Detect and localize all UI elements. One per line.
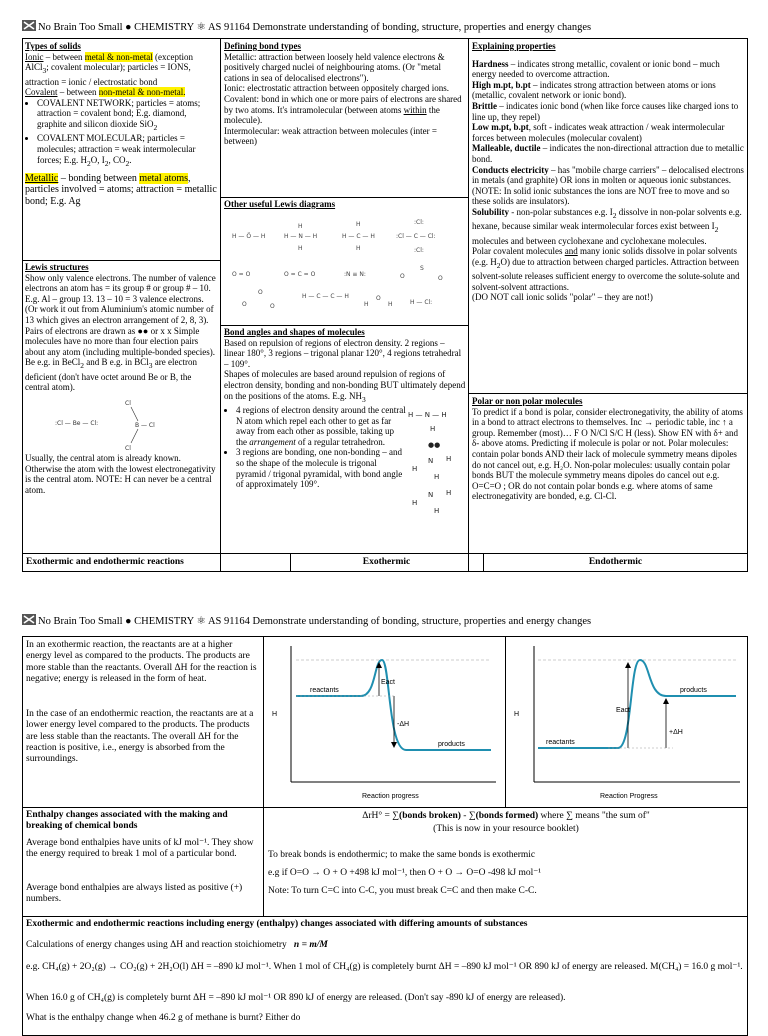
svg-text:H: H xyxy=(434,506,440,515)
exothermic-profile-chart xyxy=(266,640,502,806)
defining-intermolecular: Intermolecular: weak attraction between molecules (inter = between) xyxy=(224,125,437,147)
lewis-title: Lewis structures xyxy=(25,262,89,272)
endothermic-profile-chart xyxy=(508,640,746,806)
hardness-text: – indicates strong metallic, covalent or ionic bond – much energy needed to overcome attraction. xyxy=(472,58,720,80)
chart1-reactants: reactants xyxy=(310,687,339,694)
mol-b: O, I xyxy=(90,154,105,165)
conducts-text: – has "mobile charge carriers" – delocalised electrons in metals (and graphite) OR ions in molten or aqueous ionic substances. (NOTE: In solid ionic substances the ions are NOT free to move and so these solids are insulators). xyxy=(472,164,744,207)
net-text: COVALENT NETWORK; particles = atoms; attraction = covalent bond; E.g. diamond, graphite and silicon dioxide SiO xyxy=(37,97,201,129)
high-title: High m.pt, b.pt xyxy=(472,79,531,90)
exothermic-text: In an exothermic reaction, the reactants are at a higher energy level as compared to the products. The products are more stable than the reactants. Overall ΔH for the reaction is negative; energy is released in the form of heat. xyxy=(26,640,257,684)
explaining-properties xyxy=(472,41,746,392)
subject-2: CHEMISTRY xyxy=(134,616,194,627)
svg-text::N ≡ N:: :N ≡ N: xyxy=(344,270,366,278)
enthalpy-p1: Average bond enthalpies have units of kJ mol⁻¹. They show the energy required to break 1 mol of a particular bond. xyxy=(26,838,254,860)
pairs-c: are electron deficient (don't have octet around Be or B, the central atom). xyxy=(25,357,197,393)
explaining-title: Explaining properties xyxy=(472,41,556,51)
page-header xyxy=(22,20,591,33)
mol-sub2: 2 xyxy=(104,158,109,168)
svg-text:O: O xyxy=(242,300,247,308)
break-text: To break bonds is endothermic; to make the same bonds is exothermic xyxy=(268,850,536,860)
mol-c: , CO xyxy=(108,154,126,165)
angles-text: Based on repulsion of regions of electron density. 2 regions – linear 180°, 3 regions – trigonal planar 120°, 4 regions tetrahedral – 109°. xyxy=(224,337,462,369)
chart1-dh: -ΔH xyxy=(397,721,410,728)
svg-text:O: O xyxy=(270,302,275,310)
chart2-y-label: H xyxy=(514,711,520,718)
chart2-xlabel: Reaction Progress xyxy=(600,793,658,800)
eg-text: e.g if O=O → O + O +498 kJ mol⁻¹, then O + O → O=O -498 kJ mol⁻¹ xyxy=(268,868,542,878)
b2: 3 regions are bonding, one non-bonding – and so the shape of the molecule is trigonal pyramid / trigonal pyramidal, with bond angle of approximately 109°. xyxy=(236,447,403,490)
formula-e: where ∑ means "the sum of" xyxy=(538,811,650,821)
polar-molecules xyxy=(472,396,746,552)
chart2-reactants: reactants xyxy=(546,739,575,746)
pairs-b: and B e.g. in BCl xyxy=(84,357,149,368)
ionic-label: Ionic xyxy=(25,51,44,62)
mol-sub1: 2 xyxy=(86,158,91,168)
polarity-text: To predict if a bond is polar, consider electronegativity, the ability of atoms in a bond to attract electrons to themselves. Inc → periodic table, inc ↑ a group. Remember (most)… F O N/Cl S/C H (less). Show EN with δ+ and δ- above atoms. Predicting if molecule is polar or not. Polar molecules: contain polar bonds AND their lack of molecule symmetry means dipoles do not cancel out, e.g. H₂O. Non-polar molecules: usually contain polar bonds BUT the molecule symmetry means dipoles do cancel out e.g. O=C=O ; OR do not contain polar bonds e.g. where atoms of same electronegativity are bonded, e.g. Cl-Cl. xyxy=(472,406,743,502)
brain-logo-icon xyxy=(22,614,36,625)
calc-eg: e.g. CH₄(g) + 2O₂(g) → CO₂(g) + 2H₂O(l) ΔH = –890 kJ mol⁻¹. When 1 mol of CH₄(g) is completely burnt ΔH = –890 kJ mol⁻¹ OR 890 kJ of energy are released. M(CH₄) = 16.0 g mol⁻¹. xyxy=(26,962,743,972)
lewis-diagrams-icon xyxy=(224,210,464,320)
formula-b: (bonds broken) xyxy=(399,811,461,821)
nh3-diagrams-icon xyxy=(406,405,464,525)
enthalpy-formula xyxy=(268,811,744,822)
svg-text::Cl — C — Cl:: :Cl — C — Cl: xyxy=(396,232,436,240)
other-lewis xyxy=(224,199,466,324)
metallic-a: – bonding between xyxy=(58,172,140,184)
angles-shapes-sub: 3 xyxy=(362,394,366,404)
formula-c: - ∑ xyxy=(460,811,476,821)
exothermic-heading: Exothermic xyxy=(362,557,411,567)
description: Demonstrate understanding of bonding, structure, properties and energy changes xyxy=(252,22,592,33)
svg-text:H: H xyxy=(356,220,361,228)
svg-text:H — N — H: H — N — H xyxy=(408,410,447,419)
svg-text:H: H xyxy=(446,454,452,463)
bond-angles xyxy=(224,327,466,552)
conducts-title: Conducts electricity xyxy=(472,164,549,175)
molecule-icon: ⚛ xyxy=(196,616,206,627)
standard: AS 91164 xyxy=(207,22,250,33)
svg-text:H — C — C — H: H — C — C — H xyxy=(302,292,349,300)
enthalpy-p2: Average bond enthalpies are always listed as positive (+) numbers. xyxy=(26,883,243,905)
brittle-text: – indicates ionic bond (when like force causes like charged ions to line up, they repel) xyxy=(472,100,739,122)
ionic-highlight: metal & non-metal xyxy=(84,51,153,62)
polarity-title: Polar or non polar molecules xyxy=(472,396,583,406)
svg-text::Cl:: :Cl: xyxy=(414,218,424,226)
angles-title: Bond angles and shapes of molecules xyxy=(224,327,365,337)
becl2-bcl3-diagram-icon xyxy=(25,393,215,453)
svg-text:H: H xyxy=(430,424,436,433)
metallic-label: Metallic xyxy=(25,172,59,184)
defining-bond-types xyxy=(224,41,466,196)
high-text: – indicates strong attraction between atoms or ions (metallic, covalent network or ionic bond). xyxy=(472,79,716,101)
angles-bullet-2 xyxy=(236,447,406,489)
malleable-title: Malleable, ductile xyxy=(472,143,541,154)
formula-d: (bonds formed) xyxy=(475,811,539,821)
angles-bullet-1 xyxy=(236,405,406,447)
low-text: , soft - indicates weak attraction / weak intermolecular forces between molecules (molecular covalent) xyxy=(472,122,725,143)
net-sub: 2 xyxy=(153,122,158,132)
endothermic-heading: Endothermic xyxy=(588,557,643,567)
covalent-highlight: non-metal & non-metal. xyxy=(98,87,186,98)
brand-2: No Brain Too Small xyxy=(38,616,123,627)
low-title: Low m.pt, b.pt xyxy=(472,122,529,133)
other-lewis-title: Other useful Lewis diagrams xyxy=(224,199,336,209)
ionic-a: – between xyxy=(43,51,85,62)
svg-text:H — N — H: H — N — H xyxy=(284,232,318,240)
svg-text:O: O xyxy=(376,294,381,302)
chart1-xlabel: Reaction progress xyxy=(362,793,419,800)
brand: No Brain Too Small xyxy=(38,22,123,33)
endothermic-text: In the case of an endothermic reaction, the reactants are at a lower energy level compared to the products. The products are less stable than the reactants. The overall ΔH for the reaction is positive, i.e., energy is absorbed from the surroundings. xyxy=(26,709,254,765)
types-title: Types of solids xyxy=(25,41,81,51)
calc-question: What is the enthalpy change when 46.2 g of methane is burnt? Either do xyxy=(26,1013,301,1023)
svg-text:S: S xyxy=(420,264,424,272)
polar-u: and xyxy=(564,246,578,257)
svg-text:B — Cl: B — Cl xyxy=(135,421,155,429)
solubility-title: Solubility xyxy=(472,206,510,217)
svg-text:H: H xyxy=(446,488,452,497)
calc-formula: n = m/M xyxy=(293,940,328,950)
sol-sub: 2 xyxy=(612,210,617,220)
mol-text: COVALENT MOLECULAR; particles = molecules; attraction = weak intermolecular forces; E.g. H xyxy=(37,133,196,165)
svg-text:O = C = O: O = C = O xyxy=(284,270,316,278)
b1-i: arrangement xyxy=(249,436,296,447)
brain-logo-icon xyxy=(22,20,36,31)
polar-note: (DO NOT call ionic solids "polar" – they are not!) xyxy=(472,292,653,303)
defining-title: Defining bond types xyxy=(224,41,302,51)
sol-c: molecules and between cyclohexane and cyclohexane molecules. xyxy=(472,235,707,246)
covalent-network-item xyxy=(37,98,218,134)
svg-text:H — Ö — H: H — Ö — H xyxy=(232,232,266,240)
calc-title: Exothermic and endothermic reactions including energy (enthalpy) changes associated with differing amounts of substances xyxy=(26,919,528,929)
hardness-title: Hardness xyxy=(472,58,509,69)
mol-d: . xyxy=(129,154,132,165)
svg-text:H: H xyxy=(412,464,418,473)
angles-shapes: Shapes of molecules are based around repulsion of regions of electron density, bonding and non-bonding BUT ultimately depend on the positions of the atoms. E.g. NH xyxy=(224,369,466,401)
svg-text:Cl: Cl xyxy=(125,399,131,407)
malleable-text: – indicates the non-directional attraction due to metallic bond. xyxy=(472,143,744,164)
lewis-central: Usually, the central atom is already known. Otherwise the atom with the lowest electronegativity is the central atom. NOTE: H can never be a central atom. xyxy=(25,452,216,495)
description-2: Demonstrate understanding of bonding, structure, properties and energy changes xyxy=(252,616,592,627)
polar-a: Polar covalent molecules xyxy=(472,246,565,257)
svg-text::Cl:: :Cl: xyxy=(414,246,424,254)
note-text: Note: To turn C=C into C-C, you must break C=C and then make C-C. xyxy=(268,886,537,896)
defining-covalent-u: within xyxy=(403,104,427,115)
b1-a: 4 regions of electron density around the central N atom which repel each other to get as far away from each other as possible, taking up the xyxy=(236,404,406,447)
calc-a: Calculations of energy changes using ΔH and reaction stoichiometry xyxy=(26,940,287,950)
svg-text:H: H xyxy=(388,300,393,308)
svg-text:Cl: Cl xyxy=(125,444,131,452)
defining-covalent-b: the molecule). xyxy=(224,104,440,126)
page2-header xyxy=(22,614,591,627)
exo-endo-heading: Exothermic and endothermic reactions xyxy=(26,557,184,567)
chart2-dh: +ΔH xyxy=(669,729,683,736)
chart1-products: products xyxy=(438,741,465,748)
svg-text:O: O xyxy=(400,272,405,280)
svg-text:O: O xyxy=(258,288,263,296)
polar-c: O) due to attraction between charged particles. Attraction between solvent-solute releases sufficient energy to overcome the solute-solute and solvent-solvent attractions. xyxy=(472,256,740,292)
chart1-eact: Eact xyxy=(381,679,396,686)
chart2-eact: Eact xyxy=(616,707,631,714)
mol-sub3: 2 xyxy=(125,158,130,168)
svg-text:●●: ●● xyxy=(428,440,441,449)
b1-b: of a regular tetrahedron. xyxy=(295,436,385,447)
calc-16: When 16.0 g of CH₄(g) is completely burnt ΔH = –890 kJ mol⁻¹ OR 890 kJ of energy are released. (Don't say -890 kJ of energy are released). xyxy=(26,993,566,1003)
covalent-molecular-item xyxy=(37,133,218,169)
metallic-b: , particles involved = atoms; attraction = metallic bond; E.g. Ag xyxy=(25,172,217,207)
formula-note: (This is now in your resource booklet) xyxy=(433,824,579,834)
metallic-highlight: metal atoms xyxy=(139,172,189,184)
sol-b: dissolve in non-polar solvents e.g. hexane, because similar weak intermolecular forces exist between I xyxy=(472,206,742,232)
standard-2: AS 91164 xyxy=(207,616,250,627)
formula-a: ΔrH° = ∑ xyxy=(362,811,400,821)
svg-text:N: N xyxy=(428,490,434,499)
svg-text:H: H xyxy=(298,222,303,230)
polar-sub: 2 xyxy=(496,260,501,270)
lewis-structures xyxy=(25,262,218,552)
svg-text:H: H xyxy=(364,300,369,308)
solubility-text: - non-polar substances e.g. I xyxy=(509,206,613,217)
defining-covalent-a: Covalent: bond in which one or more pairs of electrons are shared by two atoms. It's intramolecular (between atoms xyxy=(224,93,462,115)
svg-text:H — C — H: H — C — H xyxy=(342,232,375,240)
sol-sub2: 2 xyxy=(714,225,719,235)
pairs-sub2: 3 xyxy=(148,361,153,371)
subject: CHEMISTRY xyxy=(134,22,194,33)
ionic-sub: 3 xyxy=(42,65,47,75)
lewis-pairs: Pairs of electrons are drawn as ●● or x x Simple molecules have no more than four election pairs about any atom (including multiple-bonded species). Be e.g. in BeCl xyxy=(25,325,215,368)
svg-text:H: H xyxy=(412,498,418,507)
enthalpy-title: Enthalpy changes associated with the making and breaking of chemical bonds xyxy=(26,810,228,832)
ionic-b: (exception AlCl xyxy=(25,51,193,73)
brittle-title: Brittle xyxy=(472,100,497,111)
polar-b: many ionic solids dissolve in polar solvents (e.g. H xyxy=(472,246,737,267)
types-of-solids xyxy=(25,41,218,259)
chart1-y-label: H xyxy=(272,711,278,718)
svg-text:H — Cl:: H — Cl: xyxy=(410,298,433,306)
svg-text:H: H xyxy=(434,472,440,481)
molecule-icon: ⚛ xyxy=(196,22,206,33)
pairs-sub1: 2 xyxy=(80,361,84,371)
covalent-label: Covalent xyxy=(25,87,58,98)
svg-text:O = O: O = O xyxy=(232,270,251,278)
lewis-text: Show only valence electrons. The number of valence electrons an atom has = its group # or group # – 10. E.g. Al – group 13. 13 – 10 = 3 valence electrons. (Or work it out from Aluminium's atomic number of 13 which gives an electron arrangement of 2, 8, 3). xyxy=(25,272,216,325)
svg-text:H: H xyxy=(298,244,303,252)
covalent-a: – between xyxy=(57,87,99,98)
bullet-2: ● xyxy=(125,616,132,627)
bullet: ● xyxy=(125,22,132,33)
svg-text:O: O xyxy=(438,274,443,282)
ionic-c: ; covalent molecular); particles = IONS, attraction = ionic / electrostatic bond xyxy=(25,62,191,87)
defining-metallic: Metallic: attraction between loosely held valence electrons & positively charged nuclei of neighbouring atoms. (Or "metal cations in sea of delocalised electrons"). xyxy=(224,51,445,83)
svg-text::Cl — Be — Cl:: :Cl — Be — Cl: xyxy=(55,419,99,427)
svg-text:H: H xyxy=(356,244,361,252)
defining-ionic: Ionic: electrostatic attraction between oppositely charged ions. xyxy=(224,83,450,94)
chart2-products: products xyxy=(680,687,707,694)
svg-text:N: N xyxy=(428,456,434,465)
calc-line xyxy=(26,940,744,951)
